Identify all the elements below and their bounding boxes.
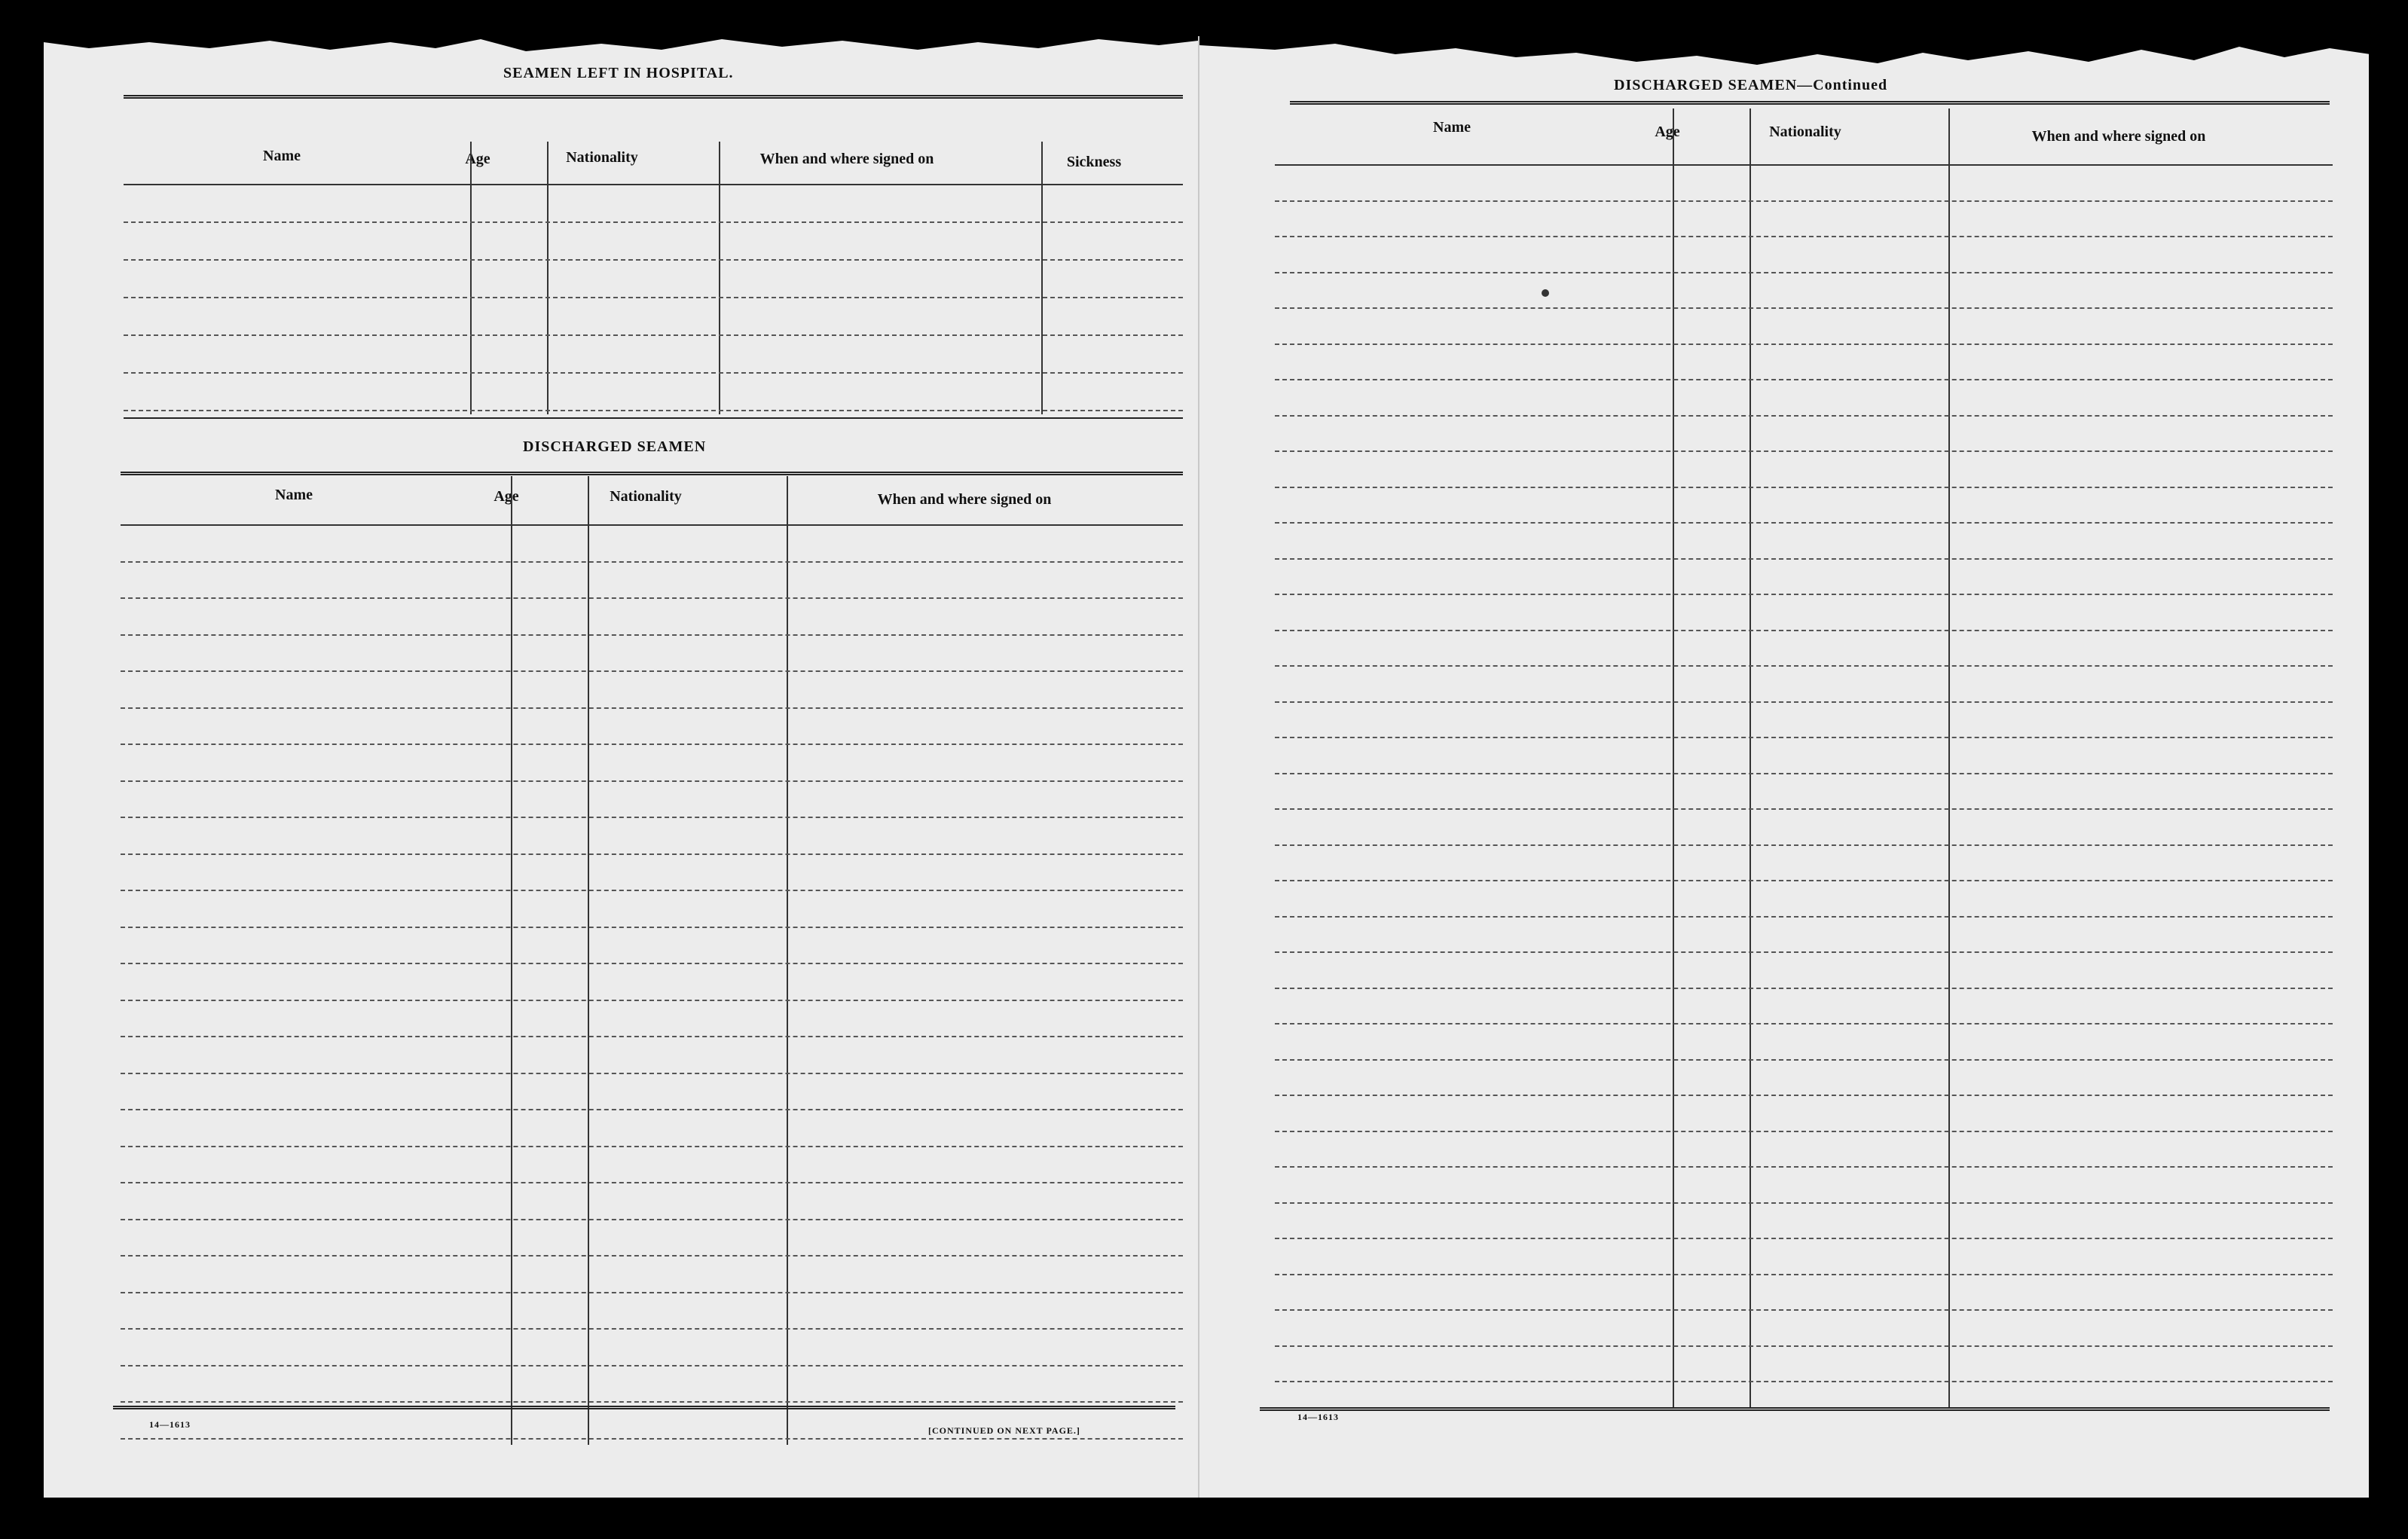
ruled-line — [121, 927, 1183, 928]
ruled-line — [1275, 1166, 2333, 1168]
ruled-line — [1275, 1345, 2333, 1347]
ruled-line — [124, 259, 1183, 261]
ruled-line — [1275, 665, 2333, 667]
hospital-table-header — [124, 99, 1183, 185]
ruled-line — [121, 1255, 1183, 1257]
hospital-col-signed-on: When and where signed on — [759, 151, 934, 167]
hospital-table — [124, 99, 1183, 414]
ruled-line — [121, 1036, 1183, 1037]
ruled-line — [1275, 1238, 2333, 1239]
ruled-line — [121, 1219, 1183, 1220]
ruled-line — [1275, 630, 2333, 631]
ruled-line — [1275, 1381, 2333, 1382]
ruled-line — [121, 890, 1183, 891]
ruled-line — [121, 1073, 1183, 1074]
hospital-col-age: Age — [465, 151, 490, 167]
discharged-section-title: DISCHARGED SEAMEN — [523, 438, 707, 455]
ruled-line — [121, 707, 1183, 709]
ruled-line — [1275, 737, 2333, 738]
ruled-line — [124, 221, 1183, 223]
ruled-line — [124, 372, 1183, 374]
discharged-bottom-rule — [113, 1406, 1175, 1409]
ruled-line — [124, 334, 1183, 336]
discharged-top-rule — [121, 472, 1183, 475]
hospital-rows — [124, 184, 1183, 414]
ruled-line — [1275, 773, 2333, 774]
ruled-line — [1275, 1023, 2333, 1024]
ruled-line — [1275, 379, 2333, 380]
discharged-continued-title: DISCHARGED SEAMEN—Continued — [1614, 77, 1888, 93]
ruled-line — [121, 963, 1183, 964]
ruled-line — [121, 744, 1183, 745]
hospital-col-sickness: Sickness — [1066, 154, 1122, 170]
ruled-line — [121, 670, 1183, 672]
ruled-line — [1275, 916, 2333, 918]
ruled-line — [1275, 307, 2333, 309]
ruled-line — [121, 1328, 1183, 1330]
discharged-col-nationality: Nationality — [610, 488, 682, 505]
ruled-line — [1275, 450, 2333, 452]
ruled-line — [121, 1365, 1183, 1366]
discharged-rows — [121, 524, 1183, 1445]
hospital-top-rule — [124, 95, 1183, 99]
left-page — [44, 36, 1198, 1498]
ruled-line — [121, 1146, 1183, 1147]
ruled-line — [1275, 808, 2333, 810]
ruled-line — [121, 1182, 1183, 1183]
ruled-line — [1275, 844, 2333, 846]
discharged-continued-table — [1275, 108, 2333, 1407]
ruled-line — [121, 1109, 1183, 1110]
ruled-line — [121, 597, 1183, 599]
form-number-right: 14—1613 — [1297, 1412, 1339, 1422]
right-bottom-rule — [1260, 1407, 2330, 1411]
ruled-line — [1275, 1059, 2333, 1061]
continued-col-age: Age — [1655, 124, 1680, 140]
continued-rows — [1275, 164, 2333, 1407]
ruled-line — [1275, 272, 2333, 273]
ruled-line — [1275, 236, 2333, 237]
ruled-line — [121, 780, 1183, 782]
ruled-line — [1275, 988, 2333, 989]
discharged-table — [121, 476, 1183, 1445]
ruled-line — [1275, 415, 2333, 417]
ruled-line — [1275, 1202, 2333, 1204]
torn-edge-right — [1199, 32, 2370, 77]
discharged-col-name: Name — [275, 487, 313, 503]
discharged-col-signed-on: When and where signed on — [877, 491, 1052, 508]
ruled-line — [121, 853, 1183, 855]
ruled-line — [121, 1000, 1183, 1001]
form-number: 14—1613 — [149, 1419, 191, 1430]
ruled-line — [121, 634, 1183, 636]
right-top-rule — [1290, 101, 2330, 105]
ruled-line — [121, 1438, 1183, 1440]
continued-col-name: Name — [1433, 119, 1471, 136]
ruled-line — [121, 1292, 1183, 1293]
discharged-col-age: Age — [494, 488, 519, 505]
ruled-line — [1275, 200, 2333, 202]
ruled-line — [1275, 1095, 2333, 1096]
right-page — [1198, 36, 2370, 1498]
document-sheet — [44, 36, 2369, 1498]
ruled-line — [1275, 1274, 2333, 1275]
hospital-section-title: SEAMEN LEFT IN HOSPITAL. — [503, 65, 734, 81]
ruled-line — [1275, 1131, 2333, 1132]
hospital-col-nationality: Nationality — [566, 149, 638, 166]
ruled-line — [121, 1401, 1183, 1403]
ruled-line — [1275, 1309, 2333, 1311]
ink-spot — [1542, 289, 1549, 297]
continued-col-nationality: Nationality — [1769, 124, 1841, 140]
ruled-line — [1275, 594, 2333, 595]
continued-note: [CONTINUED ON NEXT PAGE.] — [928, 1425, 1080, 1436]
ruled-line — [1275, 880, 2333, 881]
ruled-line — [121, 561, 1183, 563]
ruled-line — [1275, 701, 2333, 703]
ruled-line — [124, 297, 1183, 298]
ruled-line — [1275, 558, 2333, 560]
ruled-line — [1275, 522, 2333, 524]
hospital-col-name: Name — [263, 148, 301, 164]
ruled-line — [1275, 487, 2333, 488]
continued-col-signed-on: When and where signed on — [2031, 128, 2206, 145]
hospital-bottom-rule — [124, 417, 1183, 419]
ruled-line — [1275, 344, 2333, 345]
ruled-line — [121, 817, 1183, 818]
ruled-line — [124, 410, 1183, 411]
ruled-line — [1275, 951, 2333, 953]
